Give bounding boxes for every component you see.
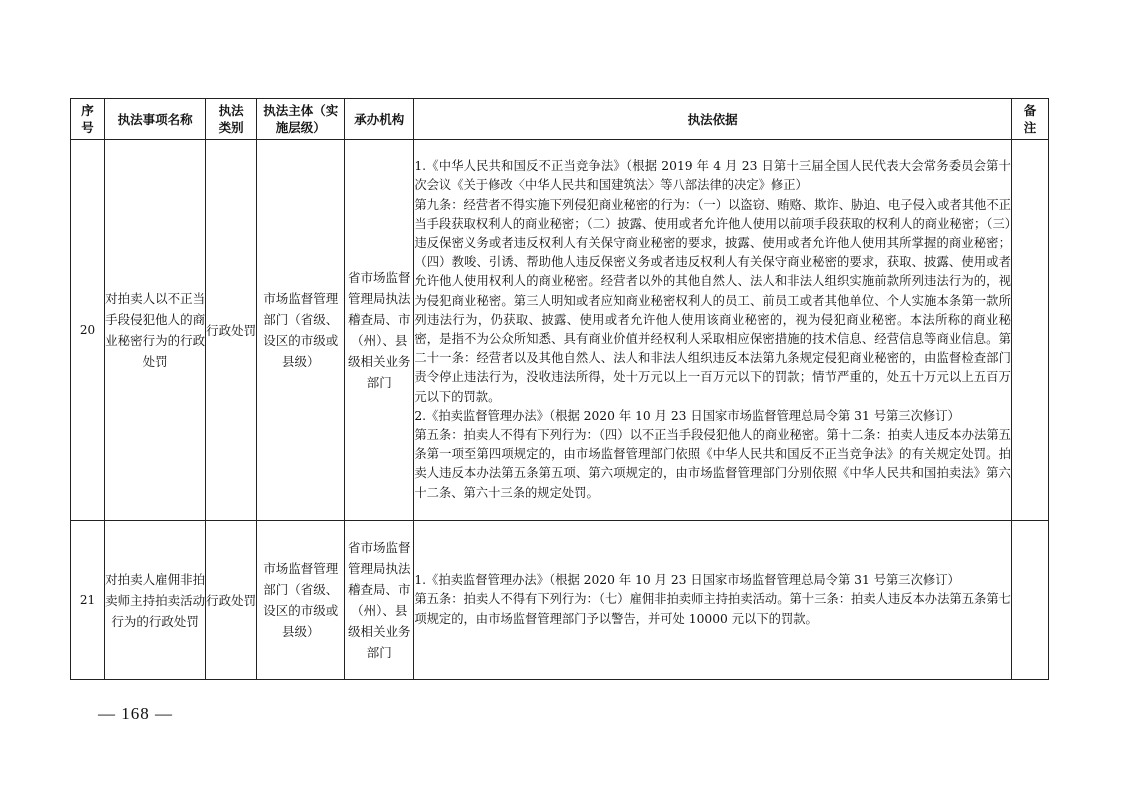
header-org: 承办机构	[345, 99, 414, 140]
row-name: 对拍卖人以不正当手段侵犯他人的商业秘密行为的行政处罚	[105, 140, 206, 521]
header-subject: 执法主体（实施层级）	[257, 99, 345, 140]
header-basis: 执法依据	[414, 99, 1012, 140]
row-note	[1011, 140, 1048, 521]
basis-paragraph: 第九条：经营者不得实施下列侵犯商业秘密的行为：（一）以盗窃、贿赂、欺诈、胁迫、电子侵入或者其他不正当手段获取权利人的商业秘密；（二）披露、使用或者允许他人使用以前项手段获取的权利人的商业秘密；（三）违反保密义务或者违反权利人有关保守商业秘密的要求，披露、使用或者允许他人使用其所掌握的商业秘密；（四）教唆、引诱、帮助他人违反保密义务或者违反权利人有关保守商业秘密的要求，获取、披露、使用或者允许他人使用权利人的商业秘密。经营者以外的其他自然人、法人和非法人组织实施前款所列违法行为的，视为侵犯商业秘密。第三人明知或者应知商业秘密权利人的员工、前员工或者其他单位、个人实施本条第一款所列违法行为，仍获取、披露、使用或者允许他人使用该商业秘密的，视为侵犯商业秘密。本法所称的商业秘密，是指不为公众所知悉、具有商业价值并经权利人采取相应保密措施的技术信息、经营信息等商业信息。第二十一条：经营者以及其他自然人、法人和非法人组织违反本法第九条规定侵犯商业秘密的，由监督检查部门责令停止违法行为，没收违法所得，处十万元以上一百万元以下的罚款；情节严重的，处五十万元以上五百万元以下的罚款。	[414, 197, 1011, 404]
header-category: 执法类别	[206, 99, 257, 140]
row-org: 省市场监督管理局执法稽查局、市（州）、县级相关业务部门	[345, 140, 414, 521]
row-seq: 21	[71, 521, 105, 680]
basis-paragraph: 1.《拍卖监督管理办法》（根据 2020 年 10 月 23 日国家市场监督管理总局令第 31 号第三次修订）	[414, 573, 960, 588]
row-seq: 20	[71, 140, 105, 521]
row-category: 行政处罚	[206, 521, 257, 680]
table-row	[71, 521, 1049, 680]
row-basis	[414, 521, 1012, 680]
row-name: 对拍卖人雇佣非拍卖师主持拍卖活动行为的行政处罚	[105, 521, 206, 680]
page-number: — 168 —	[98, 704, 173, 723]
basis-paragraph: 1.《中华人民共和国反不正当竞争法》（根据 2019 年 4 月 23 日第十三届全国人民代表大会常务委员会第十次会议《关于修改〈中华人民共和国建筑法〉等八部法律的决定》修正）	[414, 159, 1011, 193]
row-subject: 市场监督管理部门（省级、设区的市级或县级）	[257, 521, 345, 680]
basis-paragraph: 2.《拍卖监督管理办法》（根据 2020 年 10 月 23 日国家市场监督管理总局令第 31 号第三次修订）	[414, 408, 960, 423]
row-note	[1011, 521, 1048, 680]
enforcement-table	[70, 98, 1049, 680]
row-basis	[414, 140, 1012, 521]
row-subject: 市场监督管理部门（省级、设区的市级或县级）	[257, 140, 345, 521]
header-row	[71, 99, 1049, 140]
row-org: 省市场监督管理局执法稽查局、市（州）、县级相关业务部门	[345, 521, 414, 680]
basis-paragraph: 第五条：拍卖人不得有下列行为：（四）以不正当手段侵犯他人的商业秘密。第十二条：拍卖人违反本办法第五条第一项至第四项规定的，由市场监督管理部门依照《中华人民共和国反不正当竞争法》的有关规定处罚。拍卖人违反本办法第五条第五项、第六项规定的，由市场监督管理部门分别依照《中华人民共和国拍卖法》第六十二条、第六十三条的规定处罚。	[414, 428, 1011, 500]
header-name: 执法事项名称	[105, 99, 206, 140]
header-note: 备注	[1011, 99, 1048, 140]
table-row	[71, 140, 1049, 521]
basis-paragraph: 第五条：拍卖人不得有下列行为：（七）雇佣非拍卖师主持拍卖活动。第十三条：拍卖人违反本办法第五条第七项规定的，由市场监督管理部门予以警告，并可处 10000 元以下的罚款。	[414, 592, 1011, 626]
row-category: 行政处罚	[206, 140, 257, 521]
header-seq: 序号	[71, 99, 105, 140]
